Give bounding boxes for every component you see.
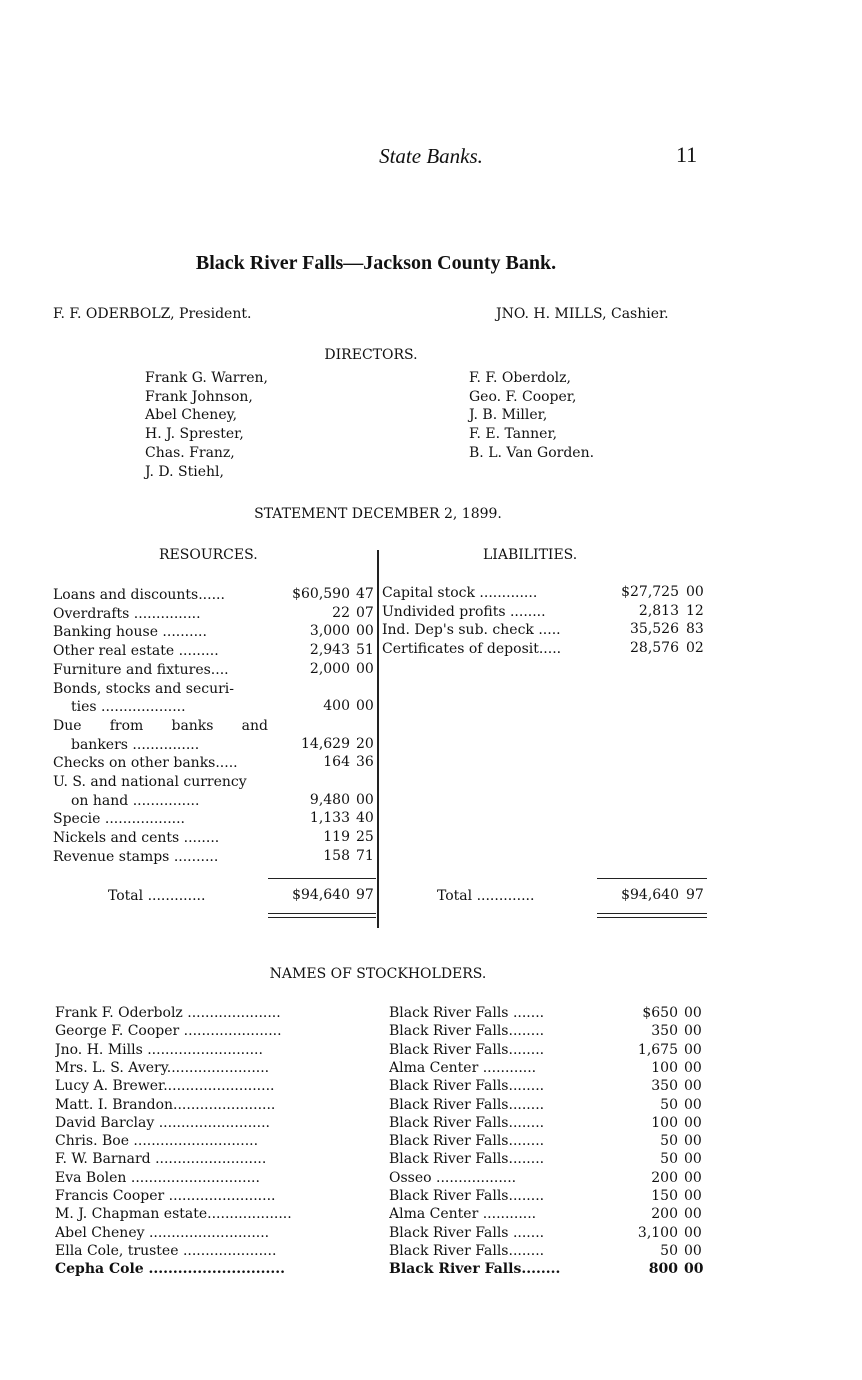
stockholder-row bbox=[0, 1224, 862, 1243]
directors-heading: DIRECTORS. bbox=[324, 347, 418, 363]
stockholder-name: Francis Cooper ........................ bbox=[55, 1188, 276, 1204]
stockholder-cents: 00 bbox=[684, 1059, 702, 1076]
resources-total-cents: 97 bbox=[356, 887, 374, 903]
director-name: F. E. Tanner, bbox=[469, 426, 558, 443]
stockholder-amount: 50 bbox=[660, 1133, 678, 1150]
stockholder-residence: Black River Falls........ bbox=[389, 1188, 545, 1204]
stockholder-row bbox=[0, 1114, 862, 1133]
resource-cents: 36 bbox=[356, 754, 374, 771]
resource-label: Due from banks and bbox=[53, 717, 268, 734]
director-name: H. J. Sprester, bbox=[145, 426, 244, 443]
stockholders-heading: NAMES OF STOCKHOLDERS. bbox=[269, 966, 487, 982]
resource-label: Overdrafts ............... bbox=[53, 605, 201, 622]
stockholder-name: M. J. Chapman estate................... bbox=[55, 1206, 292, 1223]
stockholder-cents: 00 bbox=[684, 1242, 702, 1259]
liabilities-total-rule-top bbox=[597, 878, 707, 879]
resources-heading: RESOURCES. bbox=[159, 547, 258, 563]
liability-cents: 83 bbox=[686, 621, 704, 638]
stockholder-amount: 3,100 bbox=[637, 1224, 678, 1241]
resource-label: Specie .................. bbox=[53, 811, 185, 828]
director-name: B. L. Van Gorden. bbox=[469, 444, 595, 461]
resource-cents: 07 bbox=[356, 604, 374, 621]
stockholder-cents: 00 bbox=[684, 1041, 702, 1058]
resource-dollars: $60,590 bbox=[292, 586, 350, 602]
stockholder-name: Abel Cheney ........................... bbox=[55, 1224, 270, 1241]
liability-label: Certificates of deposit..... bbox=[382, 641, 562, 658]
stockholder-amount: 350 bbox=[651, 1078, 678, 1095]
resource-cents: 51 bbox=[356, 642, 374, 659]
liabilities-total-rule-double-1 bbox=[597, 913, 707, 914]
stockholder-residence: Black River Falls........ bbox=[389, 1114, 545, 1131]
resource-label: Furniture and fixtures.... bbox=[53, 661, 229, 678]
resource-label: Bonds, stocks and securi- bbox=[53, 680, 234, 697]
resources-total-rule-top bbox=[268, 878, 376, 879]
resource-cents: 40 bbox=[356, 810, 374, 827]
resource-dollars: 1,133 bbox=[309, 810, 350, 827]
stockholder-cents: 00 bbox=[684, 1023, 702, 1040]
liability-cents: 00 bbox=[686, 584, 704, 600]
resource-dollars: 3,000 bbox=[309, 623, 350, 640]
resource-label: Nickels and cents ........ bbox=[53, 830, 220, 847]
stockholder-residence: Black River Falls ....... bbox=[389, 1005, 545, 1021]
resource-cents: 00 bbox=[356, 660, 374, 677]
liability-dollars: 28,576 bbox=[630, 640, 679, 657]
resource-cents: 47 bbox=[356, 586, 374, 602]
resource-cents: 25 bbox=[356, 829, 374, 846]
stockholder-amount: 50 bbox=[660, 1242, 678, 1259]
liability-cents: 02 bbox=[686, 640, 704, 657]
liability-cents: 12 bbox=[686, 602, 704, 619]
stockholder-amount: 50 bbox=[660, 1096, 678, 1113]
director-name: F. F. Oberdolz, bbox=[469, 370, 571, 386]
liabilities-total-cents: 97 bbox=[686, 887, 704, 903]
stockholder-residence: Black River Falls........ bbox=[389, 1096, 545, 1113]
stockholder-amount: $650 bbox=[642, 1005, 678, 1021]
resource-label: on hand ............... bbox=[71, 792, 200, 809]
resources-total-rule-double-1 bbox=[268, 913, 376, 914]
director-name: Frank Johnson, bbox=[145, 388, 253, 405]
stockholder-cents: 00 bbox=[684, 1133, 702, 1150]
liabilities-total-dollars: $94,640 bbox=[621, 887, 679, 903]
stockholder-amount: 1,675 bbox=[637, 1041, 678, 1058]
stockholder-row bbox=[0, 1205, 862, 1224]
stockholder-residence: Black River Falls........ bbox=[389, 1023, 545, 1040]
stockholder-name: Jno. H. Mills .......................... bbox=[55, 1041, 263, 1058]
stockholder-cents: 00 bbox=[684, 1224, 702, 1241]
stockholder-cents: 00 bbox=[684, 1151, 702, 1168]
stockholder-cents: 00 bbox=[684, 1096, 702, 1113]
stockholder-cents: 00 bbox=[684, 1169, 702, 1186]
resource-label: bankers ............... bbox=[71, 736, 200, 753]
director-name: J. B. Miller, bbox=[469, 407, 548, 424]
director-name: J. D. Stiehl, bbox=[145, 463, 224, 480]
resources-total-rule-double-2 bbox=[268, 917, 376, 918]
stockholder-amount: 100 bbox=[651, 1114, 678, 1131]
statement-heading: STATEMENT DECEMBER 2, 1899. bbox=[254, 506, 502, 522]
resource-cents: 00 bbox=[356, 698, 374, 715]
resource-cents: 71 bbox=[356, 847, 374, 864]
stockholder-amount: 200 bbox=[651, 1169, 678, 1186]
resource-label: U. S. and national currency bbox=[53, 774, 247, 790]
resource-dollars: 400 bbox=[323, 698, 350, 715]
stockholder-residence: Black River Falls........ bbox=[389, 1041, 545, 1058]
directors-right-column bbox=[469, 369, 594, 463]
running-header-title: State Banks. bbox=[379, 144, 483, 168]
stockholder-residence: Black River Falls........ bbox=[389, 1242, 545, 1259]
resource-dollars: 164 bbox=[323, 754, 350, 771]
stockholder-name: Cepha Cole ............................ bbox=[55, 1261, 286, 1278]
stockholder-amount: 50 bbox=[660, 1151, 678, 1168]
resource-dollars: 2,000 bbox=[309, 660, 350, 677]
stockholder-residence: Alma Center ............ bbox=[389, 1206, 537, 1223]
resource-label: Loans and discounts...... bbox=[53, 587, 225, 603]
resource-label: Revenue stamps .......... bbox=[53, 848, 219, 865]
resource-label: Other real estate ......... bbox=[53, 643, 219, 660]
resource-cents: 20 bbox=[356, 735, 374, 752]
stockholder-row bbox=[0, 1169, 862, 1188]
stockholder-residence: Black River Falls........ bbox=[389, 1261, 561, 1278]
stockholder-cents: 00 bbox=[684, 1005, 702, 1021]
resource-dollars: 14,629 bbox=[301, 735, 350, 752]
stockholder-name: Chris. Boe ............................ bbox=[55, 1133, 259, 1150]
stockholder-residence: Black River Falls........ bbox=[389, 1078, 545, 1095]
resource-label: ties ................... bbox=[71, 699, 186, 716]
stockholder-name: Lucy A. Brewer......................... bbox=[55, 1078, 275, 1095]
stockholder-row bbox=[0, 1096, 862, 1115]
director-name: Abel Cheney, bbox=[145, 407, 238, 424]
stockholder-row bbox=[0, 1077, 862, 1096]
stockholder-amount: 100 bbox=[651, 1059, 678, 1076]
resource-dollars: 22 bbox=[332, 604, 350, 621]
resources-total-label: Total ............. bbox=[108, 888, 206, 904]
director-name: Chas. Franz, bbox=[145, 444, 235, 461]
stockholder-cents: 00 bbox=[684, 1078, 702, 1095]
resource-cents: 00 bbox=[356, 791, 374, 808]
resource-dollars: 2,943 bbox=[309, 642, 350, 659]
liabilities-total-rule-double-2 bbox=[597, 917, 707, 918]
liability-label: Undivided profits ........ bbox=[382, 603, 546, 620]
stockholder-residence: Osseo .................. bbox=[389, 1169, 517, 1186]
stockholder-cents: 00 bbox=[684, 1261, 704, 1278]
stockholder-row bbox=[0, 1022, 862, 1041]
liabilities-heading: LIABILITIES. bbox=[483, 547, 578, 563]
stockholder-row bbox=[0, 1150, 862, 1169]
stockholder-name: George F. Cooper ...................... bbox=[55, 1023, 282, 1040]
bank-title: Black River Falls—Jackson County Bank. bbox=[195, 252, 557, 274]
stockholder-row bbox=[0, 1041, 862, 1060]
resource-label: Checks on other banks..... bbox=[53, 755, 238, 772]
stockholder-name: David Barclay ......................... bbox=[55, 1114, 270, 1131]
stockholder-cents: 00 bbox=[684, 1188, 702, 1204]
liability-dollars: 35,526 bbox=[630, 621, 679, 638]
resource-label: Banking house .......... bbox=[53, 624, 207, 641]
president-line: F. F. ODERBOLZ, President. bbox=[53, 306, 252, 322]
directors-left-column bbox=[145, 369, 268, 481]
stockholder-name: Mrs. L. S. Avery....................... bbox=[55, 1059, 270, 1076]
cashier-line: JNO. H. MILLS, Cashier. bbox=[496, 306, 669, 322]
stockholder-name: Frank F. Oderbolz ..................... bbox=[55, 1005, 281, 1021]
stockholder-row bbox=[0, 1242, 862, 1261]
stockholder-residence: Black River Falls........ bbox=[389, 1133, 545, 1150]
liability-label: Capital stock ............. bbox=[382, 585, 538, 601]
resource-cents: 00 bbox=[356, 623, 374, 640]
resource-dollars: 119 bbox=[323, 829, 350, 846]
stockholder-cents: 00 bbox=[684, 1114, 702, 1131]
liability-dollars: 2,813 bbox=[638, 602, 679, 619]
stockholder-cents: 00 bbox=[684, 1206, 702, 1223]
stockholder-amount: 350 bbox=[651, 1023, 678, 1040]
resources-total-dollars: $94,640 bbox=[292, 887, 350, 903]
column-divider bbox=[377, 550, 379, 928]
stockholder-amount: 200 bbox=[651, 1206, 678, 1223]
stockholder-row bbox=[0, 1059, 862, 1078]
director-name: Frank G. Warren, bbox=[145, 370, 268, 386]
stockholder-name: Eva Bolen ............................. bbox=[55, 1169, 260, 1186]
liability-dollars: $27,725 bbox=[621, 584, 679, 600]
liabilities-total-label: Total ............. bbox=[437, 888, 535, 904]
stockholder-residence: Black River Falls........ bbox=[389, 1151, 545, 1168]
liability-label: Ind. Dep's sub. check ..... bbox=[382, 622, 561, 639]
stockholder-row bbox=[0, 1260, 862, 1279]
stockholder-name: F. W. Barnard ......................... bbox=[55, 1151, 267, 1168]
resource-dollars: 158 bbox=[323, 847, 350, 864]
stockholder-row bbox=[0, 1132, 862, 1151]
stockholder-name: Matt. I. Brandon....................... bbox=[55, 1096, 276, 1113]
resource-dollars: 9,480 bbox=[309, 791, 350, 808]
stockholder-amount: 800 bbox=[648, 1261, 678, 1278]
stockholder-row bbox=[0, 1187, 862, 1206]
stockholder-residence: Black River Falls ....... bbox=[389, 1224, 545, 1241]
page-number: 11 bbox=[676, 142, 698, 167]
stockholder-name: Ella Cole, trustee ..................... bbox=[55, 1242, 277, 1259]
stockholder-residence: Alma Center ............ bbox=[389, 1059, 537, 1076]
director-name: Geo. F. Cooper, bbox=[469, 388, 577, 405]
stockholder-amount: 150 bbox=[651, 1188, 678, 1204]
stockholder-row bbox=[0, 1004, 862, 1023]
